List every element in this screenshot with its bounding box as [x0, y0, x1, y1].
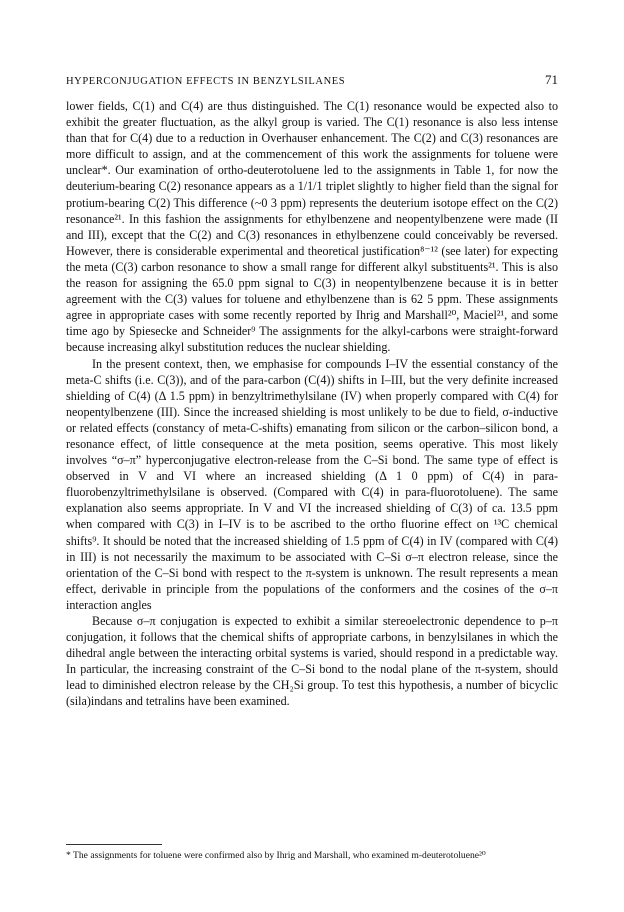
page-number: 71: [545, 72, 558, 87]
paragraph: Because σ–π conjugation is expected to exhibit a similar stereoelectronic dependence to p–π conjugation, it follows that the chemical shifts of appropriate carbons, in benzylsilanes in which the dihedral angle between the interacting orbital systems is varied, should respond in a predictable way. In particular, the increasing constraint of the C–Si bond to the nodal plane of the π-system, should lead to diminished electron release by the CH₂Si group. To test this hypothesis, a number of bicyclic (sila)indans and tetralins have been examined.: [66, 614, 558, 709]
footnote: * The assignments for toluene were confirmed also by Ihrig and Marshall, who examined m-deuterotoluene²⁰: [66, 850, 486, 861]
running-title: HYPERCONJUGATION EFFECTS IN BENZYLSILANES: [66, 76, 346, 87]
body-text: [66, 98, 558, 710]
paragraph: In the present context, then, we emphasise for compounds I–IV the essential constancy of the meta-C shifts (i.e. C(3)), and of the para-carbon (C(4)) shifts in I–III, but the very definite increased shielding of C(4) (Δ 1.5 ppm) in benzyltrimethylsilane (IV) when properly compared with C(4) for neopentylbenzene (III). Since the increased shielding is most unlikely to be due to field, σ-inductive or related effects (constancy of meta-C-shifts) emanating from silicon or the carbon–silicon bond, a resonance effect, of little consequence at the meta position, seems operative. This most likely involves “σ–π” hyperconjugative electron-release from the C–Si bond. The same type of effect is observed in V and VI where an increased shielding (Δ 1 0 ppm) of C(4) in para-fluorobenzyltrimethylsilane is observed. (Compared with C(4) in para-fluorotoluene). The same explanation also seems appropriate. In V and VI the increased shielding of C(3) of ca. 13.5 ppm when compared with C(3) in I–IV is to be ascribed to the ortho fluorine effect on ¹³C chemical shifts⁹. It should be noted that the increased shielding of 1.5 ppm of C(4) in IV (compared with C(4) in III) is not necessarily the maximum to be associated with C–Si σ–π electron release, since the orientation of the C–Si bond with respect to the π-system is unknown. The result represents a mean effect, derivable in principle from the populations of the conformers and the cosines of the σ–π interaction angles: [66, 356, 558, 612]
paragraph: lower fields, C(1) and C(4) are thus distinguished. The C(1) resonance would be expected also to exhibit the greater fluctuation, as the alkyl group is varied. The C(1) resonance is also less intense than that for C(4) due to a reduction in Overhauser enhancement. The C(2) and C(3) resonances are more difficult to assign, and at the commencement of this work the assignments for toluene were unclear*. Our examination of ortho-deuterotoluene led to the assignments in Table 1, for now the deuterium-bearing C(2) resonance appears as a 1/1/1 triplet slightly to higher field than the signal for protium-bearing C(2) This difference (~0 3 ppm) represents the deuterium isotope effect on the C(2) resonance²¹. In this fashion the assignments for ethylbenzene and neopentylbenzene were made (II and III), except that the C(2) and C(3) resonances in ethylbenzene could conceivably be reversed. However, there is considerable experimental and theoretical justification⁸⁻¹² (see later) for expecting the meta (C(3) carbon resonance to show a small range for different alkyl substituents²¹. This is also the reason for assigning the 65.0 ppm signal to C(3) in neopentylbenzene because it is in better agreement with the C(3) values for toluene and ethylbenzene than is 62 5 ppm. These assignments agree in appropriate cases with some recently reported by Ihrig and Marshall²⁰, Maciel²¹, and some time ago by Spiesecke and Schneider⁹ The assignments for the alkyl-carbons were straight-forward because increasing alkyl substitution reduces the nuclear shielding.: [66, 99, 558, 355]
running-header: [66, 72, 558, 88]
footnote-rule: [66, 844, 162, 845]
